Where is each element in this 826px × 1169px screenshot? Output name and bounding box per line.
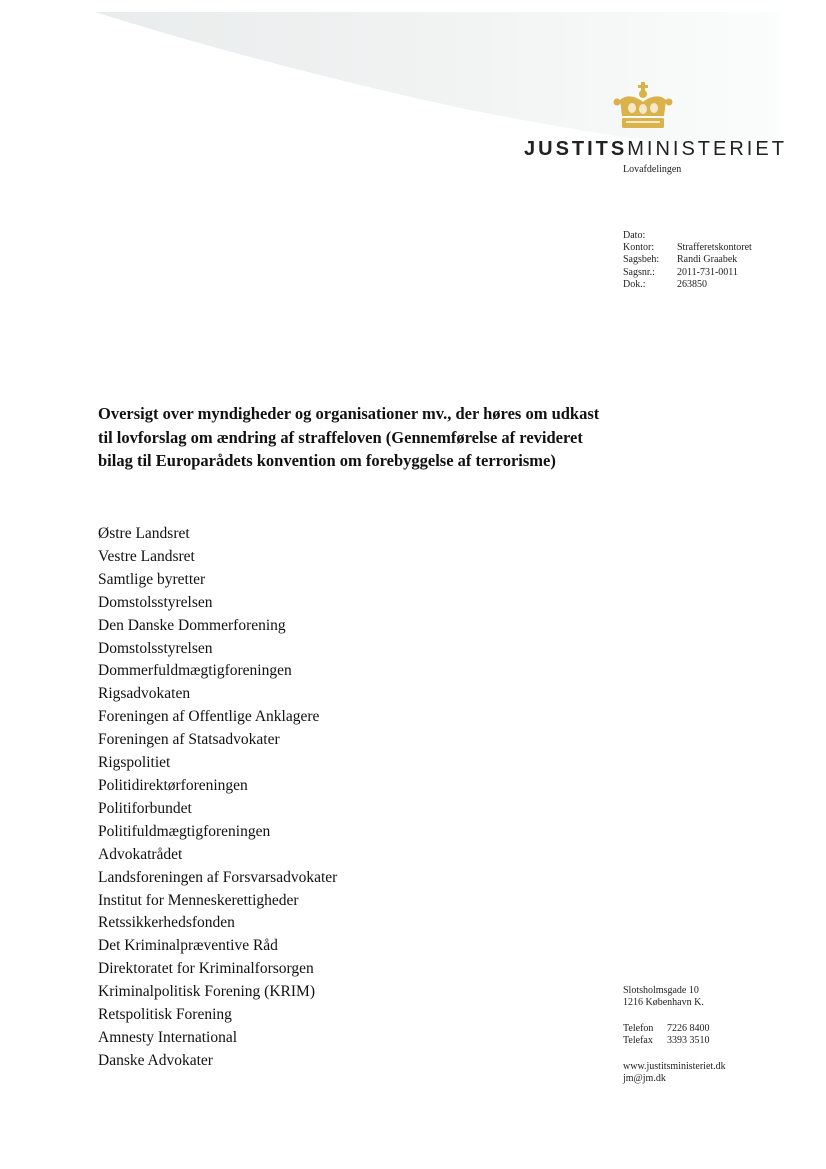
meta-value: Strafferetskontoret — [677, 242, 752, 254]
crown-logo-icon — [612, 82, 674, 130]
list-item: Institut for Menneskerettigheder — [98, 891, 299, 909]
list-item: Den Danske Dommerforening — [98, 616, 286, 634]
list-item: Vestre Landsret — [98, 547, 195, 565]
list-item: Politifuldmægtigforeningen — [98, 822, 271, 840]
department-name: Lovafdelingen — [623, 164, 682, 175]
fax-line — [623, 1035, 726, 1047]
website-link[interactable]: www.justitsministeriet.dk — [623, 1061, 726, 1072]
meta-label: Dato: — [623, 230, 646, 241]
list-item: Rigsadvokaten — [98, 685, 191, 703]
address-line: Slotsholmsgade 10 — [623, 985, 699, 996]
list-item: Samtlige byretter — [98, 570, 206, 588]
case-metadata — [623, 230, 752, 291]
document-title: Oversigt over myndigheder og organisationer mv., der høres om udkast til lovforslag om ændring af straffeloven (Gennemførelse af revideret bilag til Europarådets konvention om forebyggelse af terrorisme) — [98, 404, 600, 470]
list-item: Domstolsstyrelsen — [98, 639, 213, 657]
meta-row-case-number — [623, 267, 752, 279]
meta-row-document — [623, 279, 752, 291]
meta-value: 263850 — [677, 278, 707, 290]
list-item: Det Kriminalpræventive Råd — [98, 937, 278, 955]
list-item: Retssikkerhedsfonden — [98, 914, 235, 932]
meta-row-case-handler — [623, 254, 752, 266]
list-item: Dommerfuldmægtigforeningen — [98, 662, 292, 680]
list-item: Politiforbundet — [98, 799, 192, 817]
meta-row-office — [623, 242, 752, 254]
meta-value: Randi Graabek — [677, 254, 738, 266]
meta-value: 2011-731-0011 — [677, 266, 738, 278]
list-item: Kriminalpolitisk Forening (KRIM) — [98, 983, 315, 1001]
phone-number: 7226 8400 — [667, 1023, 710, 1034]
list-item: Foreningen af Offentlige Anklagere — [98, 708, 320, 726]
meta-label: Kontor: — [623, 242, 655, 254]
list-item: Retspolitisk Forening — [98, 1006, 232, 1024]
logo-bold-part: JUSTITS — [524, 138, 628, 160]
list-item: Amnesty International — [98, 1028, 238, 1046]
fax-label: Telefax — [623, 1035, 653, 1046]
email-link[interactable]: jm@jm.dk — [623, 1073, 666, 1084]
list-item: Østre Landsret — [98, 525, 190, 542]
list-item: Domstolsstyrelsen — [98, 593, 213, 611]
list-item: Rigspolitiet — [98, 754, 171, 772]
meta-label: Sagsnr.: — [623, 266, 655, 278]
list-item: Direktoratet for Kriminalforsorgen — [98, 960, 314, 978]
header-swoosh-decoration — [0, 0, 826, 260]
list-item: Politidirektørforeningen — [98, 776, 248, 794]
meta-label: Sagsbeh: — [623, 254, 660, 266]
organization-list — [98, 523, 337, 1073]
ministry-logotype — [524, 137, 787, 161]
list-item: Foreningen af Statsadvokater — [98, 731, 280, 749]
list-item: Landsforeningen af Forsvarsadvokater — [98, 868, 338, 886]
meta-row-date — [623, 230, 752, 242]
phone-label: Telefon — [623, 1023, 654, 1034]
list-item: Advokatrådet — [98, 845, 183, 863]
meta-label: Dok.: — [623, 278, 646, 290]
phone-line — [623, 1023, 726, 1035]
contact-footer — [623, 985, 726, 1085]
logo-light-part: MINISTERIET — [627, 138, 787, 160]
fax-number: 3393 3510 — [667, 1035, 710, 1046]
postal-line: 1216 København K. — [623, 997, 704, 1008]
list-item: Danske Advokater — [98, 1051, 213, 1069]
